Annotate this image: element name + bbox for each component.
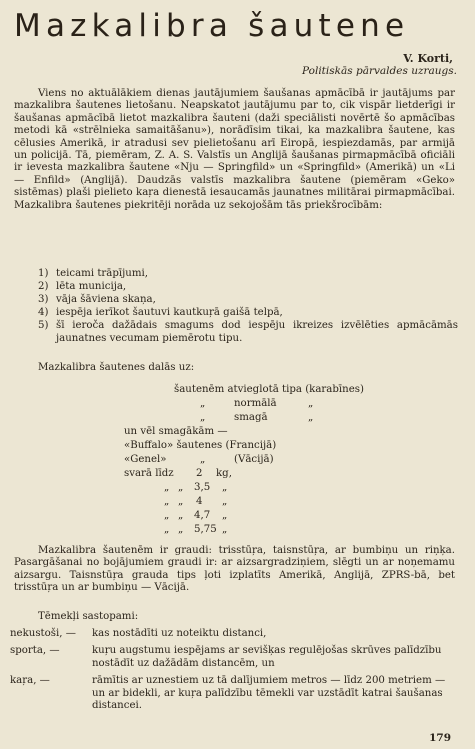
- class-heavy: smagā: [234, 412, 268, 423]
- ditto-mark: „: [200, 398, 206, 409]
- list-text: lēta municija,: [56, 281, 127, 292]
- sights-heading: Tēmekļi sastopami:: [38, 611, 139, 622]
- list-item: [38, 280, 458, 293]
- sight-type-term: sporta, —: [10, 645, 60, 656]
- ditto-mark: „: [178, 524, 184, 535]
- author-name: V. Korti,: [403, 52, 453, 65]
- sight-type-term: kaŗa, —: [10, 675, 50, 686]
- list-number: 2): [38, 281, 49, 292]
- ditto-mark: „: [178, 496, 184, 507]
- list-text: šī ieroča dažādais smagums dod iespēju ikreizes izvēlēties apmācāmās jaunatnes vecumam piemērotu tipu.: [56, 320, 458, 344]
- ditto-mark: „: [222, 482, 228, 493]
- class-genel-country: (Vācijā): [234, 454, 274, 465]
- class-light: šautenēm atvieglotā tipa (karabīnes): [174, 384, 364, 395]
- list-number: 3): [38, 294, 49, 305]
- class-normal: normālā: [234, 398, 277, 409]
- ditto-mark: „: [200, 412, 206, 423]
- list-number: 5): [38, 320, 49, 331]
- sight-type-term: nekustoši, —: [10, 628, 76, 639]
- page-number: 179: [429, 732, 451, 744]
- advantages-list: [38, 267, 458, 345]
- ditto-mark: „: [222, 524, 228, 535]
- ditto-mark: „: [178, 510, 184, 521]
- weight-label: svarā līdz: [124, 468, 174, 479]
- list-text: vāja šāviena skaņa,: [56, 294, 156, 305]
- ditto-mark: „: [200, 454, 206, 465]
- list-number: 1): [38, 268, 49, 279]
- ditto-mark: „: [178, 482, 184, 493]
- ditto-mark: „: [164, 482, 170, 493]
- class-genel: «Genel»: [124, 454, 167, 465]
- class-heavier: un vēl smagākām —: [124, 426, 228, 437]
- list-text: iespēja ierīkot šautuvi kautkuŗā gaišā telpā,: [56, 307, 283, 318]
- sights-paragraph: Mazkalibra šautenēm ir graudi: trisstūŗa, taisnstūŗa, ar bumbiņu un riņķa. Pasargāšanai no bojājumiem graudi ir: ar aizsargradziņiem, slēgti un ar noņemamu aizsargu. Taisnstūŗa grauda tips ļoti izplatīts Amerikā, Anglijā, ZPRS-bā, bet trisstūŗa un ar bumbiņu — Vācijā.: [14, 545, 455, 594]
- article-title: Mazkalibra šautene: [14, 8, 410, 44]
- list-item: [38, 293, 458, 306]
- ditto-mark: „: [164, 496, 170, 507]
- sight-type-row: [10, 628, 455, 641]
- sight-type-desc: kas nostādīti uz noteiktu distanci,: [92, 628, 267, 639]
- list-number: 4): [38, 307, 49, 318]
- author-role: Politiskās pārvaldes uzraugs.: [302, 65, 457, 77]
- ditto-mark: „: [308, 412, 314, 423]
- ditto-mark: „: [222, 496, 228, 507]
- weight-unit: kg,: [216, 468, 232, 479]
- ditto-mark: „: [222, 510, 228, 521]
- weight-value: 3,5: [194, 482, 211, 493]
- class-buffalo: «Buffalo» šautenes (Francijā): [124, 440, 277, 451]
- weight-value: 4: [196, 496, 203, 507]
- list-text: teicami trāpījumi,: [56, 268, 149, 279]
- ditto-mark: „: [164, 510, 170, 521]
- ditto-mark: „: [164, 524, 170, 535]
- sight-type-row: [10, 645, 455, 670]
- list-item: [38, 306, 458, 319]
- list-item: [38, 319, 458, 345]
- sight-type-desc: rāmītis ar uznestiem uz tā dalījumiem metros — līdz 200 metriem — un ar bidekli, ar kuŗa palīdzību tēmekli var uzstādīt katrai šaušanas distancei.: [92, 675, 446, 712]
- ditto-mark: „: [308, 398, 314, 409]
- weight-value: 5,75: [194, 524, 217, 535]
- weight-value: 4,7: [194, 510, 211, 521]
- intro-paragraph: Viens no aktuālākiem dienas jautājumiem šaušanas apmācībā ir jautājums par mazkalibra šautenes lietošanu. Neapskatot jautājumu par to, cik vispār lietderīgi ir šaušanas apmācībā lietot mazkalibra šauteni (daži speciālisti novērtē šo apmācības metodi kā «strēlnieka samaitāšanu»), norādīsim tikai, ka mazkalibra šautene, kas cēlusies Amerikā, ir atradusi sev pielietošanu arī Eiropā, iespiezdamās, par armijā un policijā. Tā, piemēram, Z. A. S. Valstīs un Anglijā šaušanas pirmapmācībā oficiāli ir ievesta mazkalibra šautene «Nju — Springfild» un «Springfild» (Amerikā) un «Li — Enfild» (Anglijā). Daudzās valstīs mazkalibra šautene (piemēram «Geko» sistēmas) plaši pielieto kaŗa dienestā iesaucamās jaunatnes militārai pirmapmācībai. Mazkalibra šautenes piekritēji norāda uz sekojošām tās priekšrocībām:: [14, 88, 455, 211]
- sight-type-desc: kuŗu augstumu iespējams ar sevišķas regulējošas skrūves palīdzību nostādīt uz dažādām distancēm, un: [92, 645, 442, 669]
- sight-type-row: [10, 675, 455, 713]
- list-item: [38, 267, 458, 280]
- division-heading: Mazkalibra šautenes dalās uz:: [38, 362, 195, 373]
- weight-value: 2: [196, 468, 203, 479]
